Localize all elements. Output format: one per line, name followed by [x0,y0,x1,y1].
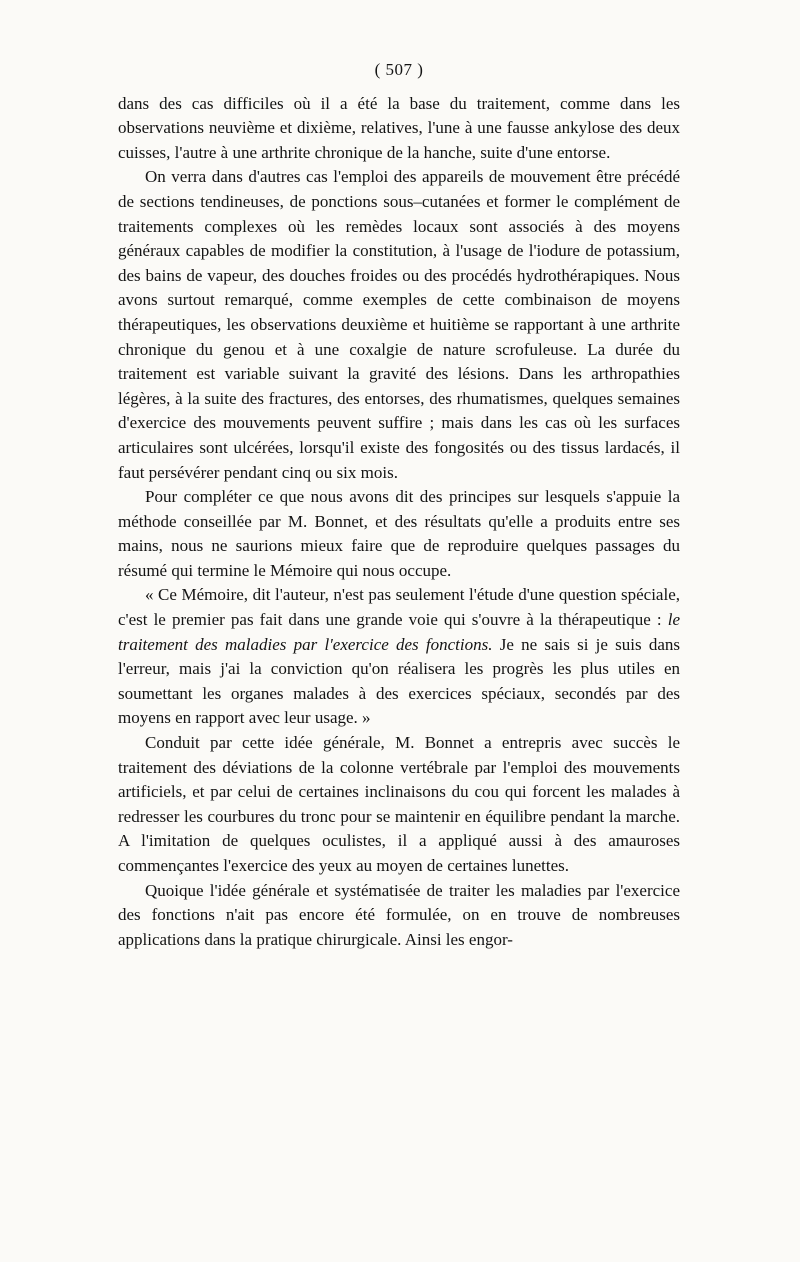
paragraph-5: Conduit par cette idée générale, M. Bonnet a entrepris avec succès le traitement des déviations de la colonne vertébrale par l'emploi des mouvements artificiels, et par celui de certaines inclinaisons du cou qui forcent les malades à redresser les courbures du tronc pour se maintenir en équilibre pendant la marche. A l'imitation de quelques oculistes, il a appliqué aussi à des amauroses commençantes l'exercice des yeux au moyen de certaines lunettes. [118,733,680,875]
quote-italic-phrase: le traitement des maladies par l'exercice des fonctions. [118,610,680,654]
paragraph-6: Quoique l'idée générale et systématisée de traiter les maladies par l'exercice des fonctions n'ait pas encore été formulée, on en trouve de nombreuses applications dans la pratique chirurgicale. Ainsi les engor- [118,880,680,949]
paragraph-1: dans des cas difficiles où il a été la base du traitement, comme dans les observations neuvième et dixième, relatives, l'une à une fausse ankylose des deux cuisses, l'autre à une arthrite chronique de la hanche, suite d'une entorse. [118,93,680,162]
paragraph-2: On verra dans d'autres cas l'emploi des appareils de mouvement être précédé de sections tendineuses, de ponctions sous–cutanées et former le complément de traitements complexes où les remèdes locaux sont associés à des moyens généraux capables de modifier la constitution, à l'usage de l'iodure de potassium, des bains de vapeur, des douches froides ou des procédés hydrothérapiques. Nous avons surtout remarqué, comme exemples de cette combinaison de moyens thérapeutiques, les observations deuxième et huitième se rapportant à une arthrite chronique du genou et à une coxalgie de nature scrofuleuse. La durée du traitement est variable suivant la gravité des lésions. Dans les arthropathies légères, à la suite des fractures, des entorses, des rhumatismes, quelques semaines d'exercice des mouvements peuvent suffire ; mais dans les cas où les surfaces articulaires sont ulcérées, lorsqu'il existe des fongosités ou des tissus lardacés, il faut persévérer pendant cinq ou six mois. [118,167,680,482]
paragraph-3: Pour compléter ce que nous avons dit des principes sur lesquels s'appuie la méthode conseillée par M. Bonnet, et des résultats qu'elle a produits entre ses mains, nous ne saurions mieux faire que de reproduire quelques passages du résumé qui termine le Mémoire qui nous occupe. [118,487,680,580]
quote-text-before: « Ce Mémoire, dit l'auteur, n'est pas seulement l'étude d'une question spéciale, c'est le premier pas fait dans une grande voie qui s'ouvre à la thérapeutique : [118,585,680,630]
paragraph-4-quote [118,583,680,731]
quote-text-after: Je ne sais si je suis dans l'erreur, mais j'ai la conviction qu'on réalisera les progrès les plus utiles en soumettant les organes malades à des exercices spéciaux, secondés par des moyens en rapport avec leur usage. » [118,634,680,728]
book-page [118,58,680,952]
page-number: ( 507 ) [374,60,424,79]
